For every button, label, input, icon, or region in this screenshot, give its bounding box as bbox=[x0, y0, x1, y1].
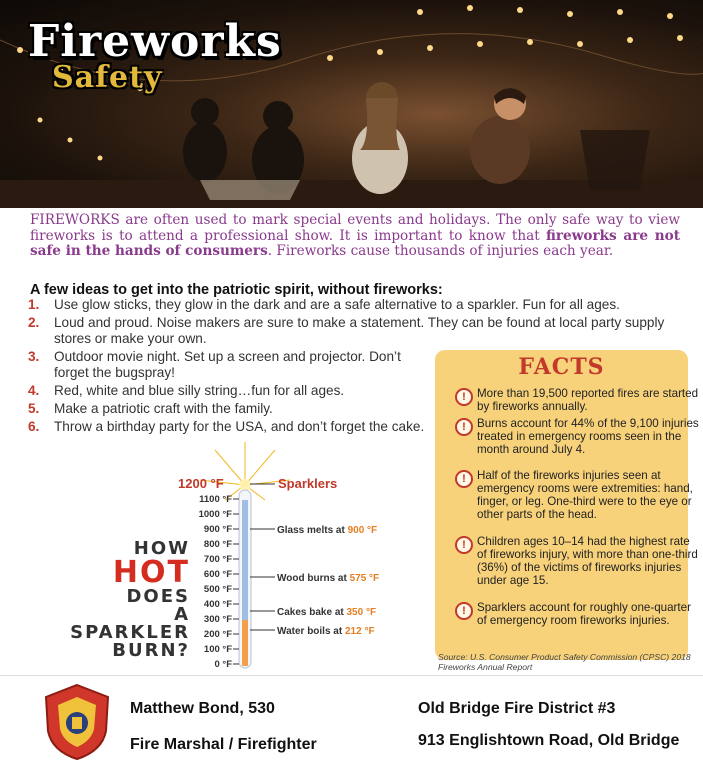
tick-label: 1100 °F bbox=[199, 494, 232, 505]
list-item bbox=[28, 419, 428, 435]
item-text: Throw a birthday party for the USA, and don’t forget the cake. bbox=[54, 419, 425, 434]
facts-title: FACTS bbox=[518, 354, 605, 380]
fact-text: More than 19,500 reported fires are started by fireworks annually. bbox=[477, 387, 699, 413]
item-number: 6. bbox=[28, 419, 40, 434]
fact-item bbox=[455, 470, 702, 522]
item-text: Outdoor movie night. Set up a screen and projector. Don’t forget the bugspray! bbox=[54, 349, 401, 380]
subtitle: Safety bbox=[52, 60, 163, 95]
tick-label: 200 °F bbox=[203, 629, 232, 640]
tick-label: 700 °F bbox=[203, 554, 232, 565]
tick-label: 500 °F bbox=[203, 584, 232, 595]
item-number: 5. bbox=[28, 401, 40, 416]
exclamation-icon: ! bbox=[455, 388, 473, 406]
fact-text: Burns account for 44% of the 9,100 injuries treated in emergency rooms seen in the month around July 4. bbox=[477, 417, 699, 456]
tick-label: 900 °F bbox=[203, 524, 232, 535]
marshal-role: Fire Marshal / Firefighter bbox=[130, 736, 317, 753]
intro-text-2: . Fireworks cause thousands of injuries each year. bbox=[267, 243, 614, 260]
headline-hot: HOT bbox=[112, 555, 190, 590]
fact-item bbox=[455, 388, 702, 414]
headline-word: SPARKLER bbox=[70, 622, 190, 643]
hero-image bbox=[0, 0, 703, 208]
item-number: 4. bbox=[28, 383, 40, 398]
tick-label: 800 °F bbox=[203, 539, 232, 550]
item-text: Loud and proud. Noise makers are sure to make a statement. They can be found at local party supply stores or make your own. bbox=[54, 315, 665, 346]
annotation-water: Water boils at 212 °F bbox=[277, 626, 375, 637]
list-item bbox=[28, 383, 428, 399]
exclamation-icon: ! bbox=[455, 470, 473, 488]
intro-text-1: FIREWORKS are often used to mark special events and holidays. The only safe way to view fireworks is to attend a professional show. It is important to know that bbox=[30, 212, 680, 244]
exclamation-icon: ! bbox=[455, 536, 473, 554]
headline-word: DOES bbox=[126, 586, 190, 607]
district-name: Old Bridge Fire District #3 bbox=[418, 700, 616, 717]
annotation-glass: Glass melts at 900 °F bbox=[277, 525, 378, 536]
facts-source: Source: U.S. Consumer Product Safety Commission (CPSC) 2018 Fireworks Annual Report bbox=[438, 652, 691, 672]
fact-item bbox=[455, 418, 702, 457]
fact-item bbox=[455, 602, 702, 628]
fact-text: Sparklers account for roughly one-quarter of emergency room fireworks injuries. bbox=[477, 601, 691, 627]
item-number: 2. bbox=[28, 315, 40, 330]
tick-label: 300 °F bbox=[203, 614, 232, 625]
list-item bbox=[28, 297, 694, 313]
facts-box bbox=[435, 350, 699, 660]
list-item bbox=[28, 349, 428, 381]
top-temperature: 1200 °F bbox=[178, 476, 224, 491]
item-number: 1. bbox=[28, 297, 40, 312]
intro-bold: fireworks are not safe in the hands of consumers bbox=[30, 227, 681, 260]
exclamation-icon: ! bbox=[455, 602, 473, 620]
tick-label: 600 °F bbox=[203, 569, 232, 580]
sparklers-label: Sparklers bbox=[278, 476, 338, 491]
headline-word: A bbox=[174, 604, 190, 625]
item-number: 3. bbox=[28, 349, 40, 364]
fact-text: Children ages 10–14 had the highest rate of fireworks injury, with more than one-third (36%) of the victims of fireworks injuries under age 15. bbox=[477, 535, 698, 587]
item-text: Red, white and blue silly string…fun for all ages. bbox=[54, 383, 345, 398]
marshal-name: Matthew Bond, 530 bbox=[130, 700, 275, 717]
exclamation-icon: ! bbox=[455, 418, 473, 436]
item-text: Make a patriotic craft with the family. bbox=[54, 401, 273, 416]
headline-word: HOW bbox=[133, 538, 190, 559]
headline-word: BURN? bbox=[112, 640, 190, 661]
fact-item bbox=[455, 536, 702, 588]
annotation-cakes: Cakes bake at 350 °F bbox=[277, 607, 377, 618]
district-address: 913 Englishtown Road, Old Bridge bbox=[418, 732, 680, 749]
tick-label: 1000 °F bbox=[198, 509, 232, 520]
title: Fireworks bbox=[28, 16, 282, 67]
item-text: Use glow sticks, they glow in the dark and are a safe alternative to a sparkler. Fun for all ages. bbox=[54, 297, 620, 312]
ideas-heading: A few ideas to get into the patriotic spirit, without fireworks: bbox=[30, 282, 443, 298]
fire-district-badge-logo bbox=[42, 683, 112, 761]
tick-label: 0 °F bbox=[214, 659, 232, 670]
list-item bbox=[28, 315, 694, 347]
tick-label: 400 °F bbox=[203, 599, 232, 610]
intro-paragraph bbox=[30, 213, 680, 260]
list-item bbox=[28, 401, 428, 417]
how-hot-headline bbox=[30, 540, 190, 660]
annotation-wood: Wood burns at 575 °F bbox=[277, 573, 380, 584]
fact-text: Half of the fireworks injuries seen at emergency rooms were extremities: hand, finger, or leg. One-third were to the eye or other parts of the head. bbox=[477, 469, 693, 521]
tick-label: 100 °F bbox=[203, 644, 232, 655]
